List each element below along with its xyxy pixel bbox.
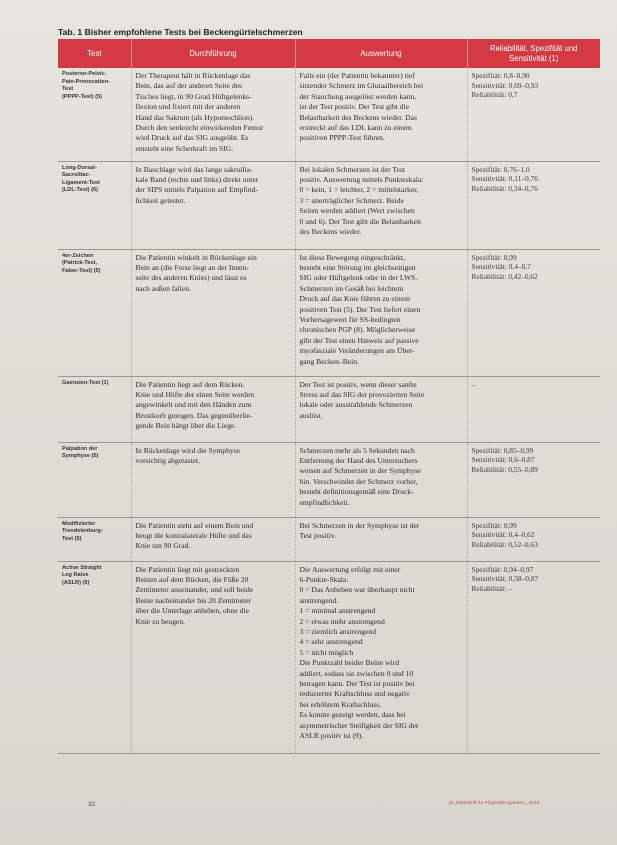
journal-footer: pt_Zeitschrift für Physiotherapeuten_ 2012	[449, 801, 540, 806]
auswertung-cell: Ist diese Bewegung eingeschränkt, besteht eine Störung im gleichseitigen SIG oder Hüftgelenk oder in der LWS. Schmerzen im Gesäß bei leichtem Druck auf das Knie führen zu einem positiven Test (5). Der Test liefert einen Vorhersagewert für SS-bedingten chronischen PGP (8). Möglicherweise gibt der Test einen Hinweis auf passive myofasziale Veränderungen am Über- gang Becken–Bein.	[295, 249, 467, 376]
table-row	[58, 161, 600, 249]
durchfuehrung-cell: Die Patientin liegt mit gestreckten Beinen auf dem Rücken, die Füße 20 Zentimeter auseinander, und soll beide Beine nacheinander bis 20 Zentimeter über die Unterlage anheben, ohne die Knie zu beugen.	[131, 561, 295, 753]
durchfuehrung-cell: Die Patientin liegt auf dem Rücken. Knie und Hüfte der einen Seite werden angewinkelt und mit den Händen zum Brustkorb gezogen. Das gegenüberlie- gende Bein hängt über die Liege.	[131, 376, 295, 442]
table-row	[58, 249, 600, 376]
durchfuehrung-cell: In Rückenlage wird die Symphyse vorsichtig abgetastet.	[131, 442, 295, 517]
auswertung-cell: Schmerzen mehr als 5 Sekunden nach Entfernung der Hand des Untersuchers weisen auf Schmerzen in der Symphyse hin. Verschwindet der Schmerz vorher, besteht definitionsgemäß eine Druck- empfindlichkeit.	[295, 442, 467, 517]
werte-cell: Spezifität: 0,94–0,97 Sensitivität: 0,58–0,87 Reliabilität: –	[467, 561, 600, 753]
test-name: Modifizierter Trendelenburg- Test (5)	[58, 517, 131, 561]
table-row	[58, 517, 600, 561]
table-row	[58, 68, 600, 161]
page-number: 32	[88, 801, 96, 808]
durchfuehrung-cell: In Bauchlage wird das lange sakroilia- kale Band (rechts und links) direkt unter der SIPS mittels Palpation auf Empfind- lichkeit getestet.	[131, 161, 295, 249]
header-test: Test	[58, 39, 131, 68]
test-name: 4er-Zeichen (Patrick-Test, Faber-Test) (5)	[58, 249, 131, 376]
test-name: Long-Dorsal- Sacroiliac- Ligament-Test (LDL-Test) (6)	[58, 161, 131, 249]
werte-cell: Spezifität: 0,76–1,0 Sensitivität: 0,11–0,76 Reliabilität: 0,34–0,76	[467, 161, 600, 249]
durchfuehrung-cell: Der Therapeut hält in Rückenlage das Bein, das auf der anderen Seite des Tisches liegt, in 90 Grad Hüftgelenks- flexion und fixiert mit der anderen Hand das Sakrum (als Hypomochlion). Durch den senkrecht einwirkenden Femur wird Druck auf das SIG ausgeübt. Es entsteht eine Scherkraft im SIG.	[131, 68, 295, 161]
auswertung-cell: Bei lokalen Schmerzen ist der Test positiv. Auswertung mittels Punkteskala: 0 = kein, 1 = leichter, 2 = mittelstarker, 3 = unerträglicher Schmerz. Beide Seiten werden addiert (Wert zwischen 0 und 6). Der Test gibt die Belastbarkeit des Beckens wieder.	[295, 161, 467, 249]
auswertung-cell: Die Auswertung erfolgt mit einer 6-Punkte-Skala: 0 = Das Anheben war überhaupt nicht anstrengend. 1 = minimal anstrengend 2 = etwas mehr anstrengend 3 = ziemlich anstrengend 4 = sehr anstrengend 5 = nicht möglich Die Punktzahl beider Beine wird addiert, sodass sie zwischen 0 und 10 betragen kann. Der Test ist positiv bei reduzierter Kraftschluss und negativ bei erhöhtem Kraftschluss. Es konnte gezeigt werden, dass bei asymmetrischer Steifigkeit der SIG der ASLR positiv ist (9).	[295, 561, 467, 753]
header-durchfuehrung: Durchführung	[131, 39, 295, 68]
test-name: Gaenslen-Test (1)	[58, 376, 131, 442]
werte-cell: Spezifität: 0,85–0,99 Sensitivität: 0,6–0,87 Reliabilität: 0,55–0,89	[467, 442, 600, 517]
table-row	[58, 442, 600, 517]
header-werte: Reliabilität, Spezifität und Sensitivität (1)	[467, 39, 600, 68]
auswertung-cell: Falls ein (der Patientin bekannter) tief sitzender Schmerz im Glutaalbereich bei der Stauchung ausgelöst werden kann, ist der Test positiv. Der Test gibt die Belastbarkeit des Beckens wieder. Das erstreckt auf das LDL kann zu einem positiven PPPP-Test führen.	[295, 68, 467, 161]
auswertung-cell: Der Test ist positiv, wenn dieser sanfte Stress auf das SIG der provozierten Seite lokale oder ausstrahlende Schmerzen auslöst.	[295, 376, 467, 442]
tests-table	[58, 39, 600, 754]
test-name: Active Straight Leg Raise (ASLR) (5)	[58, 561, 131, 753]
werte-cell: –	[467, 376, 600, 442]
durchfuehrung-cell: Die Patientin winkelt in Rückenlage ein Bein an (die Ferse liegt an der Innen- seite des anderen Knies) und lässt es nach außen fallen.	[131, 249, 295, 376]
table-caption: Tab. 1 Bisher empfohlene Tests bei Beckengürtelschmerzen	[58, 27, 303, 37]
table-header-row	[58, 39, 600, 68]
header-auswertung: Auswertung	[295, 39, 467, 68]
werte-cell: Spezifität: 0,99 Sensitivität: 0,4–0,62 Reliabilität: 0,52–0,63	[467, 517, 600, 561]
table-row	[58, 561, 600, 753]
auswertung-cell: Bei Schmerzen in der Symphyse ist der Test positiv.	[295, 517, 467, 561]
werte-cell: Spezifität: 0,99 Sensitivität: 0,4–0,7 Reliabilität: 0,42–0,62	[467, 249, 600, 376]
durchfuehrung-cell: Die Patientin steht auf einem Bein und beugt die kontralaterale Hüfte und das Knie um 90 Grad.	[131, 517, 295, 561]
werte-cell: Spezifität: 0,8–0,90 Sensitivität: 0,69–0,93 Reliabilität: 0,7	[467, 68, 600, 161]
table-row	[58, 376, 600, 442]
test-name: Palpation der Symphyse (5)	[58, 442, 131, 517]
test-name: Posterior-Pelvic- Pain-Provocation- Test (PPPP-Test) (5)	[58, 68, 131, 161]
